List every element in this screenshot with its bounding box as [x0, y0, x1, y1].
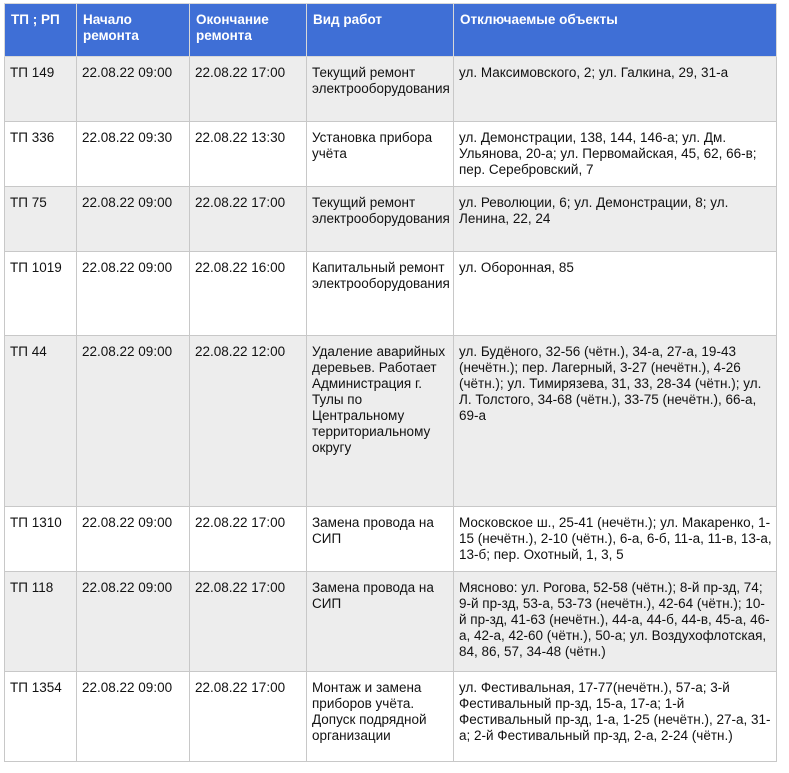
header-start: Начало ремонта — [77, 4, 190, 57]
cell-end: 22.08.22 17:00 — [190, 672, 307, 762]
cell-end: 22.08.22 17:00 — [190, 572, 307, 672]
cell-end: 22.08.22 17:00 — [190, 57, 307, 122]
header-objects: Отключаемые объекты — [454, 4, 777, 57]
cell-work: Удаление аварийных деревьев. Работает Администрация г. Тулы по Центральному территориальному округу — [307, 336, 454, 507]
cell-work: Замена провода на СИП — [307, 507, 454, 572]
cell-objects: ул. Максимовского, 2; ул. Галкина, 29, 31-а — [454, 57, 777, 122]
cell-end: 22.08.22 13:30 — [190, 122, 307, 187]
table-row — [5, 572, 777, 672]
cell-end: 22.08.22 12:00 — [190, 336, 307, 507]
table-row — [5, 672, 777, 762]
cell-start: 22.08.22 09:00 — [77, 572, 190, 672]
header-row — [5, 4, 777, 57]
table-row — [5, 122, 777, 187]
cell-work: Капитальный ремонт электрооборудования — [307, 252, 454, 336]
cell-work: Замена провода на СИП — [307, 572, 454, 672]
header-end: Окончание ремонта — [190, 4, 307, 57]
cell-work: Монтаж и замена приборов учёта. Допуск подрядной организации — [307, 672, 454, 762]
cell-start: 22.08.22 09:00 — [77, 57, 190, 122]
cell-work: Текущий ремонт электрооборудования — [307, 187, 454, 252]
cell-objects: Московское ш., 25-41 (нечётн.); ул. Макаренко, 1-15 (нечётн.), 2-10 (чётн.), 6-а, 6-б, 11-а, 11-в, 13-а, 13-б; пер. Охотный, 1, 3, 5 — [454, 507, 777, 572]
cell-start: 22.08.22 09:00 — [77, 187, 190, 252]
header-work: Вид работ — [307, 4, 454, 57]
outage-schedule-table — [4, 3, 777, 762]
cell-end: 22.08.22 17:00 — [190, 507, 307, 572]
cell-objects: Мясново: ул. Рогова, 52-58 (чётн.); 8-й пр-зд, 74; 9-й пр-зд, 53-а, 53-73 (нечётн.), 42-64 (чётн.); 10-й пр-зд, 41-63 (нечётн.), 44-а, 44-б, 44-в, 45-а, 46-а, 42-а, 42-60 (чётн.), 50-а; ул. Воздухофлотская, 84, 86, 57, 34-48 (чётн.) — [454, 572, 777, 672]
cell-objects: ул. Революции, 6; ул. Демонстрации, 8; ул. Ленина, 22, 24 — [454, 187, 777, 252]
cell-tp: ТП 1354 — [5, 672, 77, 762]
cell-tp: ТП 1019 — [5, 252, 77, 336]
table-row — [5, 252, 777, 336]
cell-tp: ТП 118 — [5, 572, 77, 672]
header-tp: ТП ; РП — [5, 4, 77, 57]
cell-end: 22.08.22 16:00 — [190, 252, 307, 336]
cell-objects: ул. Оборонная, 85 — [454, 252, 777, 336]
cell-end: 22.08.22 17:00 — [190, 187, 307, 252]
cell-start: 22.08.22 09:00 — [77, 672, 190, 762]
table-row — [5, 57, 777, 122]
cell-tp: ТП 336 — [5, 122, 77, 187]
table-row — [5, 187, 777, 252]
cell-work: Текущий ремонт электрооборудования — [307, 57, 454, 122]
table-row — [5, 507, 777, 572]
cell-start: 22.08.22 09:30 — [77, 122, 190, 187]
cell-objects: ул. Будёного, 32-56 (чётн.), 34-а, 27-а, 19-43 (нечётн.); пер. Лагерный, 3-27 (нечётн.), 4-26 (чётн.); ул. Тимирязева, 31, 33, 28-34 (чётн.); ул. Л. Толстого, 34-68 (чётн.), 33-75 (нечётн.), 66-а, 69-а — [454, 336, 777, 507]
cell-tp: ТП 44 — [5, 336, 77, 507]
cell-tp: ТП 1310 — [5, 507, 77, 572]
cell-work: Установка прибора учёта — [307, 122, 454, 187]
cell-objects: ул. Фестивальная, 17-77(нечётн.), 57-а; 3-й Фестивальный пр-зд, 15-а, 17-а; 1-й Фестивальный пр-зд, 1-а, 1-25 (нечётн.), 27-а, 31-а; 2-й Фестивальный пр-зд, 2-а, 2-24 (чётн.) — [454, 672, 777, 762]
cell-tp: ТП 75 — [5, 187, 77, 252]
cell-start: 22.08.22 09:00 — [77, 336, 190, 507]
cell-objects: ул. Демонстрации, 138, 144, 146-а; ул. Дм. Ульянова, 20-а; ул. Первомайская, 45, 62, 66-в; пер. Серебровский, 7 — [454, 122, 777, 187]
cell-tp: ТП 149 — [5, 57, 77, 122]
table-row — [5, 336, 777, 507]
cell-start: 22.08.22 09:00 — [77, 507, 190, 572]
cell-start: 22.08.22 09:00 — [77, 252, 190, 336]
